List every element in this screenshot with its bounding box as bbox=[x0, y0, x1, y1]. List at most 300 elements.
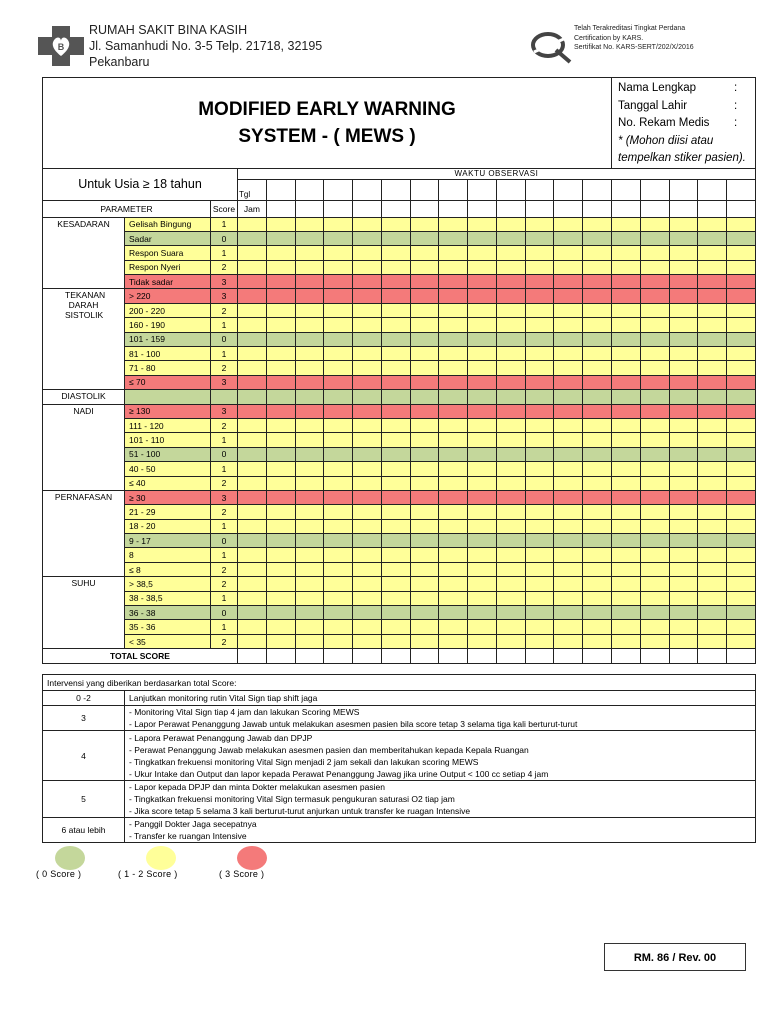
obs-cell[interactable] bbox=[353, 447, 382, 461]
obs-cell[interactable] bbox=[353, 606, 382, 620]
obs-cell[interactable] bbox=[698, 303, 727, 317]
obs-cell[interactable] bbox=[525, 606, 554, 620]
obs-date-cell[interactable] bbox=[698, 179, 727, 200]
obs-cell[interactable] bbox=[468, 606, 497, 620]
obs-cell[interactable] bbox=[496, 562, 525, 576]
obs-cell[interactable] bbox=[353, 476, 382, 490]
obs-cell[interactable] bbox=[612, 375, 641, 389]
obs-cell[interactable] bbox=[353, 390, 382, 404]
obs-cell[interactable] bbox=[410, 505, 439, 519]
obs-cell[interactable] bbox=[410, 375, 439, 389]
obs-cell[interactable] bbox=[468, 562, 497, 576]
patient-field-value[interactable]: : bbox=[734, 99, 738, 112]
obs-cell[interactable] bbox=[496, 606, 525, 620]
obs-cell[interactable] bbox=[410, 490, 439, 504]
total-score-cell[interactable] bbox=[698, 649, 727, 663]
obs-cell[interactable] bbox=[669, 347, 698, 361]
obs-cell[interactable] bbox=[525, 375, 554, 389]
obs-cell[interactable] bbox=[612, 318, 641, 332]
obs-cell[interactable] bbox=[353, 404, 382, 418]
obs-cell[interactable] bbox=[698, 534, 727, 548]
obs-cell[interactable] bbox=[583, 433, 612, 447]
obs-cell[interactable] bbox=[727, 620, 756, 634]
obs-cell[interactable] bbox=[439, 231, 468, 245]
obs-cell[interactable] bbox=[468, 260, 497, 274]
obs-cell[interactable] bbox=[698, 418, 727, 432]
obs-cell[interactable] bbox=[266, 246, 295, 260]
obs-cell[interactable] bbox=[238, 476, 267, 490]
obs-cell[interactable] bbox=[410, 634, 439, 648]
obs-cell[interactable] bbox=[612, 361, 641, 375]
obs-cell[interactable] bbox=[554, 519, 583, 533]
obs-date-cell[interactable] bbox=[669, 179, 698, 200]
obs-cell[interactable] bbox=[381, 591, 410, 605]
obs-cell[interactable] bbox=[439, 476, 468, 490]
obs-cell[interactable] bbox=[410, 562, 439, 576]
total-score-cell[interactable] bbox=[727, 649, 756, 663]
obs-cell[interactable] bbox=[640, 606, 669, 620]
obs-cell[interactable] bbox=[727, 476, 756, 490]
obs-cell[interactable] bbox=[381, 390, 410, 404]
obs-cell[interactable] bbox=[238, 289, 267, 303]
obs-cell[interactable] bbox=[612, 606, 641, 620]
obs-cell[interactable] bbox=[439, 390, 468, 404]
obs-cell[interactable] bbox=[727, 606, 756, 620]
obs-cell[interactable] bbox=[583, 390, 612, 404]
obs-cell[interactable] bbox=[583, 246, 612, 260]
obs-cell[interactable] bbox=[410, 318, 439, 332]
obs-cell[interactable] bbox=[439, 591, 468, 605]
obs-cell[interactable] bbox=[727, 447, 756, 461]
obs-cell[interactable] bbox=[612, 347, 641, 361]
obs-cell[interactable] bbox=[496, 404, 525, 418]
obs-cell[interactable] bbox=[698, 289, 727, 303]
obs-cell[interactable] bbox=[353, 433, 382, 447]
obs-cell[interactable] bbox=[525, 347, 554, 361]
obs-cell[interactable] bbox=[324, 505, 353, 519]
obs-cell[interactable] bbox=[612, 548, 641, 562]
obs-cell[interactable] bbox=[266, 332, 295, 346]
obs-cell[interactable] bbox=[439, 634, 468, 648]
obs-cell[interactable] bbox=[381, 260, 410, 274]
obs-cell[interactable] bbox=[295, 447, 324, 461]
obs-cell[interactable] bbox=[468, 404, 497, 418]
obs-cell[interactable] bbox=[238, 375, 267, 389]
obs-cell[interactable] bbox=[669, 275, 698, 289]
obs-cell[interactable] bbox=[266, 418, 295, 432]
obs-cell[interactable] bbox=[439, 275, 468, 289]
obs-cell[interactable] bbox=[381, 562, 410, 576]
obs-cell[interactable] bbox=[698, 246, 727, 260]
obs-cell[interactable] bbox=[669, 418, 698, 432]
obs-cell[interactable] bbox=[324, 418, 353, 432]
obs-date-cell[interactable] bbox=[295, 179, 324, 200]
obs-cell[interactable] bbox=[496, 548, 525, 562]
obs-cell[interactable] bbox=[698, 606, 727, 620]
obs-cell[interactable] bbox=[266, 591, 295, 605]
obs-cell[interactable] bbox=[698, 505, 727, 519]
obs-cell[interactable] bbox=[266, 577, 295, 591]
obs-cell[interactable] bbox=[727, 577, 756, 591]
obs-cell[interactable] bbox=[525, 534, 554, 548]
obs-cell[interactable] bbox=[439, 289, 468, 303]
obs-cell[interactable] bbox=[410, 303, 439, 317]
obs-cell[interactable] bbox=[295, 505, 324, 519]
obs-date-cell[interactable] bbox=[640, 179, 669, 200]
obs-cell[interactable] bbox=[583, 404, 612, 418]
obs-cell[interactable] bbox=[640, 462, 669, 476]
obs-cell[interactable] bbox=[439, 404, 468, 418]
obs-time-cell[interactable] bbox=[381, 200, 410, 217]
obs-cell[interactable] bbox=[410, 606, 439, 620]
obs-cell[interactable] bbox=[669, 303, 698, 317]
obs-cell[interactable] bbox=[554, 404, 583, 418]
obs-cell[interactable] bbox=[640, 505, 669, 519]
obs-cell[interactable] bbox=[295, 347, 324, 361]
obs-time-cell[interactable] bbox=[324, 200, 353, 217]
obs-cell[interactable] bbox=[238, 591, 267, 605]
obs-cell[interactable] bbox=[381, 303, 410, 317]
obs-cell[interactable] bbox=[381, 476, 410, 490]
obs-cell[interactable] bbox=[698, 490, 727, 504]
obs-cell[interactable] bbox=[324, 591, 353, 605]
obs-cell[interactable] bbox=[324, 375, 353, 389]
obs-cell[interactable] bbox=[640, 519, 669, 533]
obs-cell[interactable] bbox=[410, 361, 439, 375]
obs-time-cell[interactable] bbox=[468, 200, 497, 217]
obs-cell[interactable] bbox=[554, 634, 583, 648]
obs-cell[interactable] bbox=[612, 505, 641, 519]
obs-cell[interactable] bbox=[583, 418, 612, 432]
obs-cell[interactable] bbox=[727, 490, 756, 504]
obs-date-cell[interactable] bbox=[612, 179, 641, 200]
obs-cell[interactable] bbox=[583, 289, 612, 303]
total-score-cell[interactable] bbox=[583, 649, 612, 663]
obs-cell[interactable] bbox=[439, 606, 468, 620]
obs-cell[interactable] bbox=[381, 347, 410, 361]
obs-cell[interactable] bbox=[238, 634, 267, 648]
obs-cell[interactable] bbox=[640, 476, 669, 490]
obs-cell[interactable] bbox=[468, 620, 497, 634]
obs-cell[interactable] bbox=[468, 217, 497, 231]
obs-cell[interactable] bbox=[266, 347, 295, 361]
obs-cell[interactable] bbox=[266, 620, 295, 634]
obs-time-cell[interactable] bbox=[669, 200, 698, 217]
obs-cell[interactable] bbox=[381, 577, 410, 591]
obs-cell[interactable] bbox=[238, 418, 267, 432]
total-score-cell[interactable] bbox=[468, 649, 497, 663]
obs-cell[interactable] bbox=[381, 361, 410, 375]
obs-cell[interactable] bbox=[353, 418, 382, 432]
obs-cell[interactable] bbox=[238, 462, 267, 476]
obs-cell[interactable] bbox=[324, 476, 353, 490]
obs-cell[interactable] bbox=[439, 418, 468, 432]
obs-cell[interactable] bbox=[640, 231, 669, 245]
obs-cell[interactable] bbox=[554, 303, 583, 317]
obs-cell[interactable] bbox=[525, 217, 554, 231]
obs-cell[interactable] bbox=[669, 462, 698, 476]
obs-cell[interactable] bbox=[612, 462, 641, 476]
obs-cell[interactable] bbox=[669, 591, 698, 605]
obs-cell[interactable] bbox=[468, 332, 497, 346]
obs-cell[interactable] bbox=[266, 476, 295, 490]
obs-cell[interactable] bbox=[554, 246, 583, 260]
obs-cell[interactable] bbox=[727, 462, 756, 476]
obs-cell[interactable] bbox=[612, 534, 641, 548]
obs-cell[interactable] bbox=[698, 476, 727, 490]
obs-cell[interactable] bbox=[669, 332, 698, 346]
obs-cell[interactable] bbox=[583, 375, 612, 389]
obs-cell[interactable] bbox=[496, 447, 525, 461]
total-score-cell[interactable] bbox=[439, 649, 468, 663]
obs-cell[interactable] bbox=[640, 347, 669, 361]
total-score-cell[interactable] bbox=[295, 649, 324, 663]
obs-cell[interactable] bbox=[353, 217, 382, 231]
obs-cell[interactable] bbox=[324, 275, 353, 289]
obs-cell[interactable] bbox=[640, 361, 669, 375]
patient-field-value[interactable]: : bbox=[734, 117, 738, 129]
obs-cell[interactable] bbox=[353, 591, 382, 605]
obs-cell[interactable] bbox=[439, 347, 468, 361]
obs-cell[interactable] bbox=[727, 303, 756, 317]
obs-cell[interactable] bbox=[381, 231, 410, 245]
obs-cell[interactable] bbox=[238, 433, 267, 447]
obs-cell[interactable] bbox=[612, 577, 641, 591]
obs-cell[interactable] bbox=[727, 375, 756, 389]
obs-cell[interactable] bbox=[295, 620, 324, 634]
obs-cell[interactable] bbox=[583, 577, 612, 591]
obs-cell[interactable] bbox=[439, 490, 468, 504]
obs-cell[interactable] bbox=[612, 591, 641, 605]
obs-cell[interactable] bbox=[238, 490, 267, 504]
obs-cell[interactable] bbox=[727, 505, 756, 519]
obs-cell[interactable] bbox=[381, 275, 410, 289]
obs-cell[interactable] bbox=[353, 347, 382, 361]
obs-cell[interactable] bbox=[525, 418, 554, 432]
obs-cell[interactable] bbox=[583, 534, 612, 548]
obs-cell[interactable] bbox=[525, 318, 554, 332]
obs-cell[interactable] bbox=[698, 591, 727, 605]
obs-cell[interactable] bbox=[554, 289, 583, 303]
obs-cell[interactable] bbox=[410, 591, 439, 605]
obs-cell[interactable] bbox=[266, 634, 295, 648]
obs-cell[interactable] bbox=[439, 620, 468, 634]
obs-cell[interactable] bbox=[439, 447, 468, 461]
obs-cell[interactable] bbox=[266, 260, 295, 274]
obs-cell[interactable] bbox=[583, 260, 612, 274]
obs-cell[interactable] bbox=[640, 260, 669, 274]
obs-cell[interactable] bbox=[353, 289, 382, 303]
obs-cell[interactable] bbox=[468, 246, 497, 260]
obs-cell[interactable] bbox=[410, 433, 439, 447]
obs-cell[interactable] bbox=[727, 534, 756, 548]
obs-cell[interactable] bbox=[353, 577, 382, 591]
obs-time-cell[interactable] bbox=[525, 200, 554, 217]
obs-cell[interactable] bbox=[353, 462, 382, 476]
obs-cell[interactable] bbox=[381, 418, 410, 432]
obs-cell[interactable] bbox=[324, 634, 353, 648]
obs-cell[interactable] bbox=[583, 606, 612, 620]
obs-cell[interactable] bbox=[468, 505, 497, 519]
obs-cell[interactable] bbox=[324, 548, 353, 562]
obs-cell[interactable] bbox=[266, 548, 295, 562]
obs-cell[interactable] bbox=[295, 634, 324, 648]
obs-cell[interactable] bbox=[727, 231, 756, 245]
obs-cell[interactable] bbox=[612, 447, 641, 461]
obs-cell[interactable] bbox=[640, 418, 669, 432]
obs-cell[interactable] bbox=[669, 447, 698, 461]
obs-cell[interactable] bbox=[468, 231, 497, 245]
obs-cell[interactable] bbox=[381, 519, 410, 533]
obs-date-cell[interactable] bbox=[410, 179, 439, 200]
obs-cell[interactable] bbox=[669, 231, 698, 245]
obs-cell[interactable] bbox=[669, 476, 698, 490]
obs-cell[interactable] bbox=[669, 289, 698, 303]
obs-cell[interactable] bbox=[353, 318, 382, 332]
obs-cell[interactable] bbox=[353, 260, 382, 274]
obs-cell[interactable] bbox=[583, 332, 612, 346]
obs-cell[interactable] bbox=[727, 404, 756, 418]
obs-cell[interactable] bbox=[410, 577, 439, 591]
obs-cell[interactable] bbox=[612, 390, 641, 404]
obs-cell[interactable] bbox=[295, 318, 324, 332]
obs-cell[interactable] bbox=[468, 634, 497, 648]
obs-date-cell[interactable] bbox=[324, 179, 353, 200]
obs-cell[interactable] bbox=[324, 231, 353, 245]
obs-cell[interactable] bbox=[554, 275, 583, 289]
obs-cell[interactable] bbox=[554, 591, 583, 605]
obs-cell[interactable] bbox=[698, 562, 727, 576]
obs-time-cell[interactable] bbox=[295, 200, 324, 217]
obs-cell[interactable] bbox=[554, 332, 583, 346]
obs-cell[interactable] bbox=[324, 620, 353, 634]
obs-cell[interactable] bbox=[468, 390, 497, 404]
obs-cell[interactable] bbox=[468, 534, 497, 548]
obs-cell[interactable] bbox=[238, 447, 267, 461]
obs-cell[interactable] bbox=[295, 548, 324, 562]
obs-cell[interactable] bbox=[698, 404, 727, 418]
obs-cell[interactable] bbox=[669, 519, 698, 533]
obs-cell[interactable] bbox=[324, 318, 353, 332]
obs-cell[interactable] bbox=[266, 519, 295, 533]
obs-cell[interactable] bbox=[410, 231, 439, 245]
obs-cell[interactable] bbox=[554, 490, 583, 504]
obs-cell[interactable] bbox=[410, 332, 439, 346]
obs-cell[interactable] bbox=[525, 433, 554, 447]
obs-cell[interactable] bbox=[496, 490, 525, 504]
obs-cell[interactable] bbox=[669, 490, 698, 504]
obs-cell[interactable] bbox=[612, 476, 641, 490]
obs-cell[interactable] bbox=[353, 562, 382, 576]
obs-cell[interactable] bbox=[583, 620, 612, 634]
obs-cell[interactable] bbox=[324, 519, 353, 533]
obs-cell[interactable] bbox=[324, 361, 353, 375]
obs-cell[interactable] bbox=[669, 217, 698, 231]
obs-cell[interactable] bbox=[698, 361, 727, 375]
obs-cell[interactable] bbox=[410, 347, 439, 361]
obs-cell[interactable] bbox=[612, 562, 641, 576]
obs-cell[interactable] bbox=[554, 534, 583, 548]
obs-time-cell[interactable] bbox=[266, 200, 295, 217]
obs-cell[interactable] bbox=[698, 332, 727, 346]
obs-cell[interactable] bbox=[640, 289, 669, 303]
obs-cell[interactable] bbox=[295, 361, 324, 375]
obs-cell[interactable] bbox=[381, 318, 410, 332]
obs-cell[interactable] bbox=[698, 519, 727, 533]
obs-cell[interactable] bbox=[554, 361, 583, 375]
obs-cell[interactable] bbox=[612, 231, 641, 245]
obs-cell[interactable] bbox=[295, 332, 324, 346]
obs-cell[interactable] bbox=[324, 490, 353, 504]
obs-cell[interactable] bbox=[381, 534, 410, 548]
obs-cell[interactable] bbox=[583, 548, 612, 562]
obs-cell[interactable] bbox=[698, 275, 727, 289]
obs-date-cell[interactable] bbox=[266, 179, 295, 200]
obs-cell[interactable] bbox=[554, 462, 583, 476]
obs-cell[interactable] bbox=[266, 275, 295, 289]
obs-cell[interactable] bbox=[496, 433, 525, 447]
obs-cell[interactable] bbox=[669, 534, 698, 548]
obs-cell[interactable] bbox=[727, 332, 756, 346]
obs-cell[interactable] bbox=[640, 534, 669, 548]
obs-cell[interactable] bbox=[295, 303, 324, 317]
obs-cell[interactable] bbox=[640, 562, 669, 576]
obs-cell[interactable] bbox=[640, 490, 669, 504]
obs-cell[interactable] bbox=[640, 620, 669, 634]
obs-cell[interactable] bbox=[698, 217, 727, 231]
obs-cell[interactable] bbox=[266, 303, 295, 317]
obs-cell[interactable] bbox=[468, 591, 497, 605]
obs-cell[interactable] bbox=[238, 577, 267, 591]
obs-cell[interactable] bbox=[612, 634, 641, 648]
obs-cell[interactable] bbox=[381, 433, 410, 447]
obs-cell[interactable] bbox=[669, 562, 698, 576]
obs-cell[interactable] bbox=[496, 462, 525, 476]
obs-cell[interactable] bbox=[612, 260, 641, 274]
obs-cell[interactable] bbox=[295, 246, 324, 260]
obs-cell[interactable] bbox=[727, 289, 756, 303]
obs-time-cell[interactable] bbox=[727, 200, 756, 217]
obs-cell[interactable] bbox=[727, 246, 756, 260]
obs-cell[interactable] bbox=[525, 620, 554, 634]
obs-cell[interactable] bbox=[439, 361, 468, 375]
obs-cell[interactable] bbox=[525, 476, 554, 490]
obs-cell[interactable] bbox=[439, 217, 468, 231]
obs-cell[interactable] bbox=[381, 548, 410, 562]
obs-cell[interactable] bbox=[669, 606, 698, 620]
obs-cell[interactable] bbox=[496, 289, 525, 303]
obs-cell[interactable] bbox=[295, 418, 324, 432]
obs-cell[interactable] bbox=[525, 447, 554, 461]
obs-cell[interactable] bbox=[295, 577, 324, 591]
obs-date-cell[interactable] bbox=[496, 179, 525, 200]
obs-cell[interactable] bbox=[381, 634, 410, 648]
obs-cell[interactable] bbox=[238, 318, 267, 332]
obs-cell[interactable] bbox=[295, 534, 324, 548]
obs-cell[interactable] bbox=[410, 246, 439, 260]
obs-cell[interactable] bbox=[266, 361, 295, 375]
obs-cell[interactable] bbox=[640, 332, 669, 346]
obs-cell[interactable] bbox=[496, 418, 525, 432]
obs-cell[interactable] bbox=[554, 476, 583, 490]
obs-cell[interactable] bbox=[669, 318, 698, 332]
obs-cell[interactable] bbox=[295, 462, 324, 476]
obs-cell[interactable] bbox=[669, 404, 698, 418]
obs-cell[interactable] bbox=[410, 534, 439, 548]
obs-cell[interactable] bbox=[496, 347, 525, 361]
obs-cell[interactable] bbox=[612, 303, 641, 317]
obs-cell[interactable] bbox=[640, 433, 669, 447]
